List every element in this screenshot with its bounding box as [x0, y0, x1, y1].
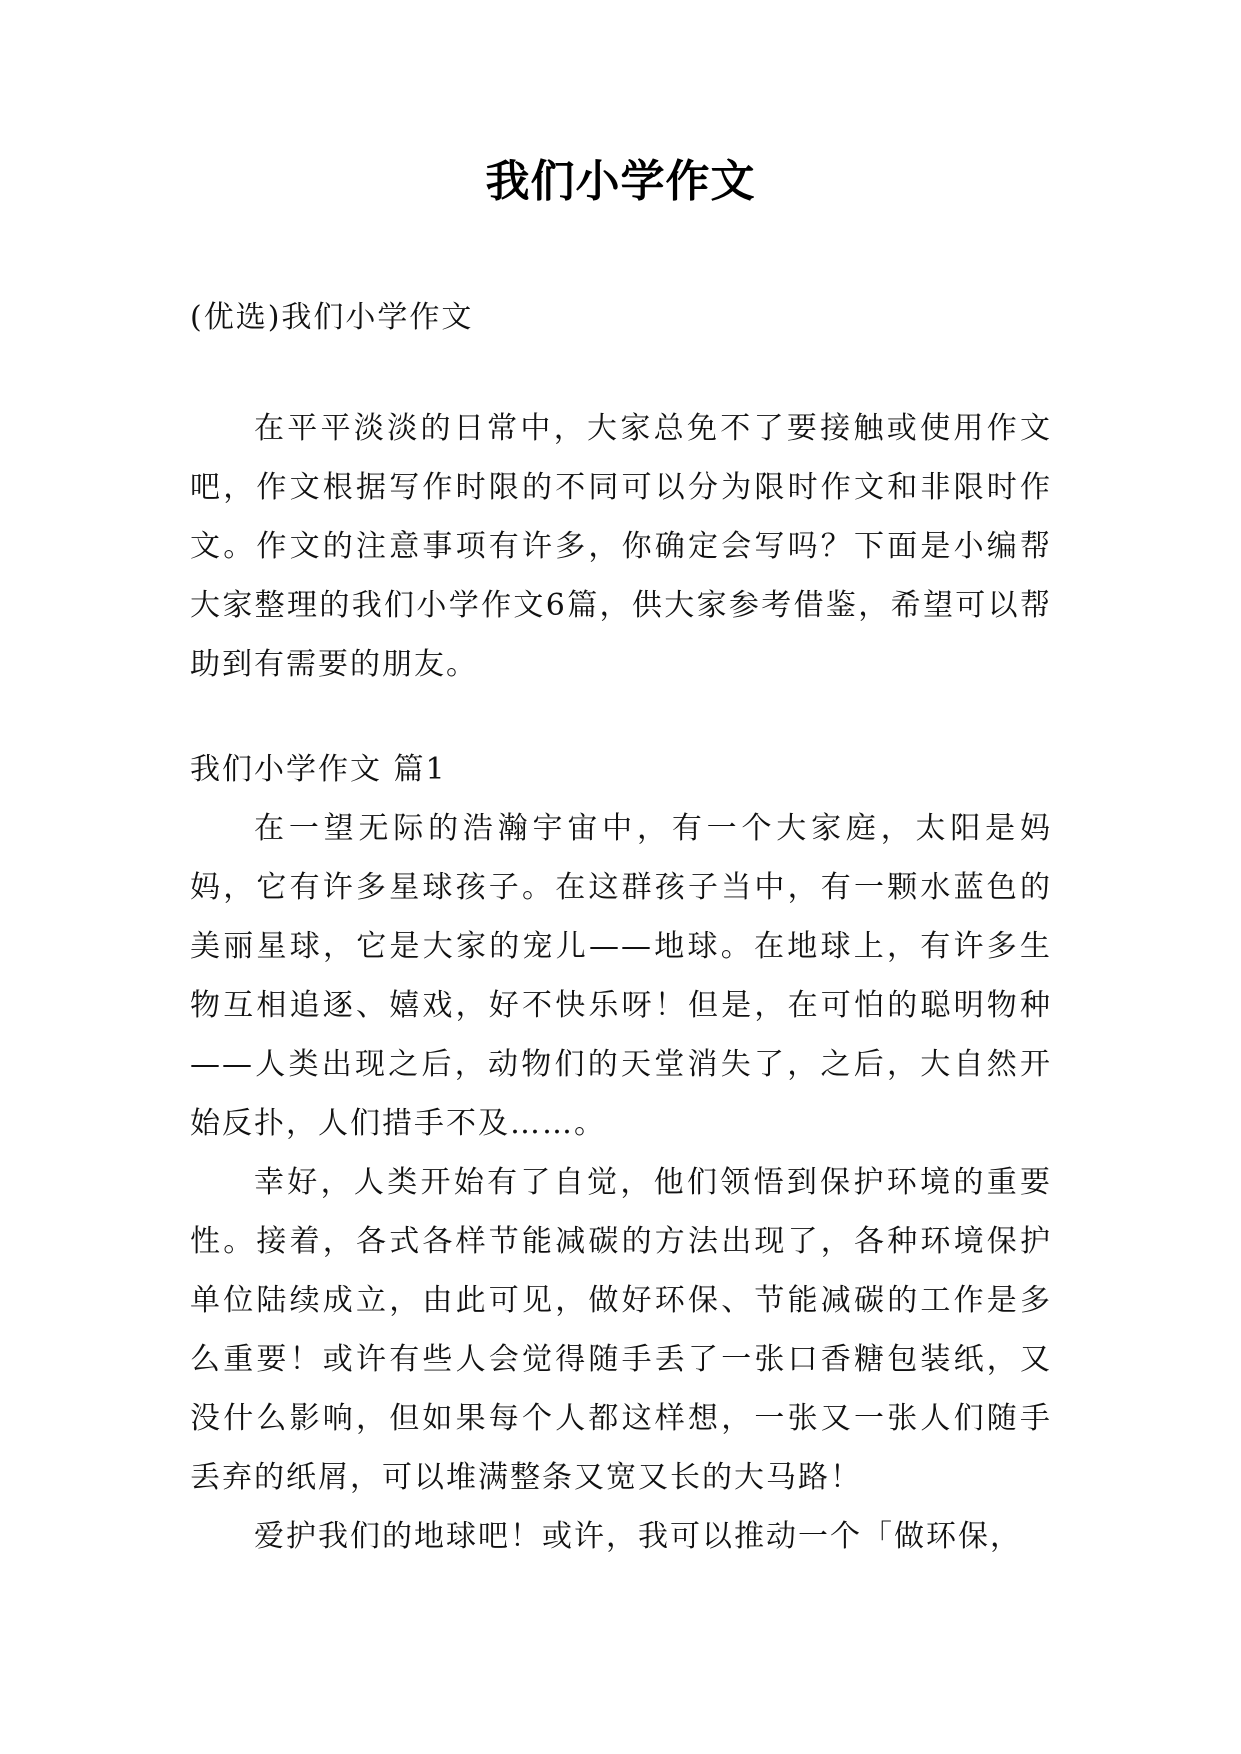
document-title: 我们小学作文 — [485, 156, 756, 207]
body-paragraph-1: 在一望无际的浩瀚宇宙中，有一个大家庭，太阳是妈妈，它有许多星球孩子。在这群孩子当中，有一颗水蓝色的美丽星球，它是大家的宠儿——地球。在地球上，有许多生物互相追逐、嬉戏，好不快乐呀！但是，在可怕的聪明物种——人类出现之后，动物们的天堂消失了，之后，大自然开始反扑，人们措手不及……。 — [190, 811, 1052, 1141]
body-paragraph-3: 爱护我们的地球吧！或许，我可以推动一个「做环保， — [254, 1519, 1022, 1554]
body-paragraph-2: 幸好，人类开始有了自觉，他们领悟到保护环境的重要性。接着，各式各样节能减碳的方法出现了，各种环境保护单位陆续成立，由此可见，做好环保、节能减碳的工作是多么重要！或许有些人会觉得随手丢了一张口香糖包装纸，又没什么影响，但如果每个人都这样想，一张又一张人们随手丢弃的纸屑，可以堆满整条又宽又长的大马路！ — [190, 1165, 1052, 1495]
document-body — [190, 288, 1052, 1566]
section-heading: 我们小学作文 篇1 — [190, 752, 447, 787]
document-subtitle: (优选)我们小学作文 — [190, 300, 474, 335]
intro-paragraph: 在平平淡淡的日常中，大家总免不了要接触或使用作文吧，作文根据写作时限的不同可以分为限时作文和非限时作文。作文的注意事项有许多，你确定会写吗？下面是小编帮大家整理的我们小学作文6篇，供大家参考借鉴，希望可以帮助到有需要的朋友。 — [190, 411, 1052, 682]
